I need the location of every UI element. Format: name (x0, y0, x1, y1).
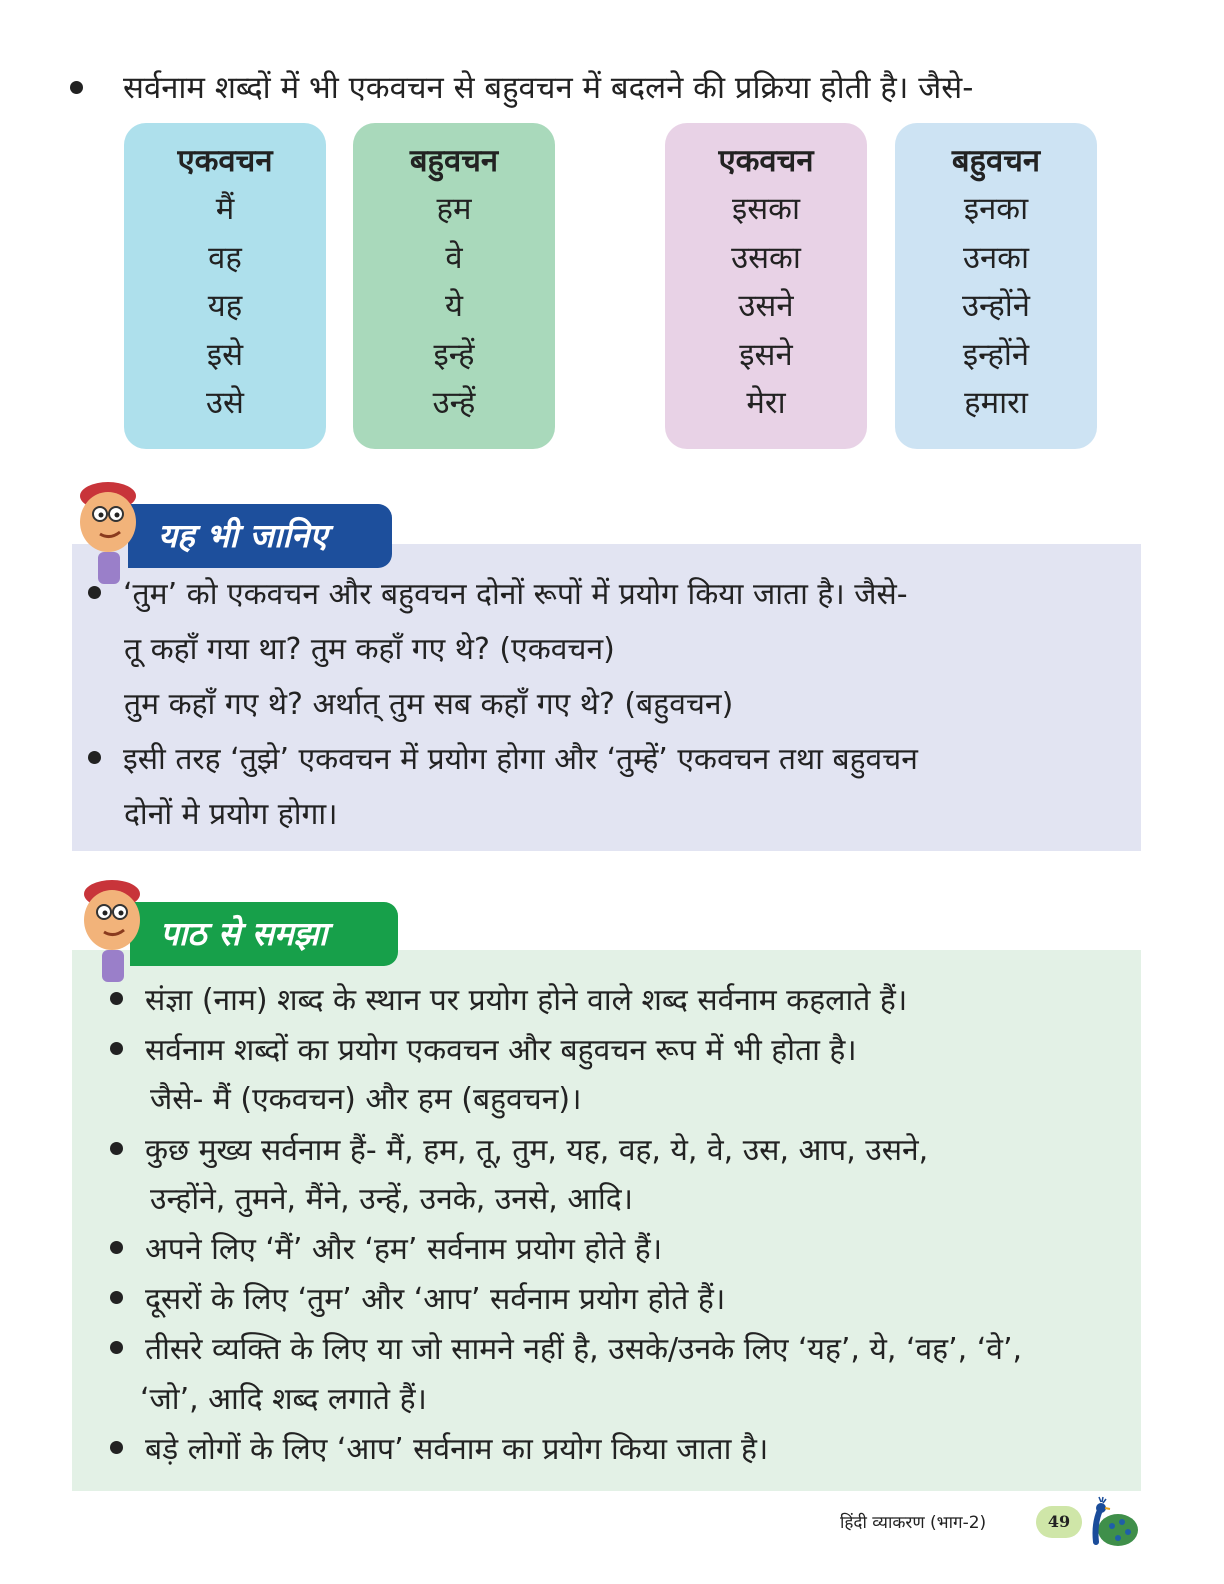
table-word: इन्होंने (962, 336, 1030, 373)
plural-table-1 (353, 123, 555, 449)
table-word: उन्होंने (962, 288, 1030, 325)
table-word: मैं (215, 191, 235, 227)
know-line-2: तू कहाँ गया था? तुम कहाँ गए थे? (एकवचन) (124, 632, 615, 667)
know-line-5: दोनों मे प्रयोग होगा। (124, 797, 338, 832)
table-word: उसे (206, 385, 244, 422)
learn-section-title: पाठ से समझा (130, 902, 398, 966)
learn-line-6: अपने लिए ‘मैं’ और ‘हम’ सर्वनाम प्रयोग होते हैं। (110, 1227, 662, 1268)
bullet (110, 1142, 123, 1155)
know-line-4: इसी तरह ‘तुझे’ एकवचन में प्रयोग होगा और ‘तुम्हें’ एकवचन तथा बहुवचन (88, 737, 918, 778)
learn-line-5: उन्होंने, तुमने, मैंने, उन्हें, उनके, उनसे, आदि। (150, 1182, 634, 1217)
know-line-1: ‘तुम’ को एकवचन और बहुवचन दोनों रूपों में प्रयोग किया जाता है। जैसे- (88, 572, 908, 613)
table-header: एकवचन (718, 143, 814, 179)
table-word: वह (208, 239, 242, 276)
table-word: इसने (739, 336, 793, 373)
table-word: इसका (731, 191, 800, 227)
table-header: बहुवचन (951, 143, 1041, 179)
table-word: वे (445, 239, 463, 276)
singular-table-2 (665, 123, 867, 449)
bullet (88, 751, 101, 764)
table-word: हमारा (964, 385, 1028, 422)
bullet (70, 81, 83, 94)
learn-line-10: बड़े लोगों के लिए ‘आप’ सर्वनाम का प्रयोग किया जाता है। (110, 1427, 768, 1468)
table-word: उनका (962, 239, 1030, 276)
intro-line (70, 66, 1170, 108)
table-word: हम (436, 191, 472, 227)
bullet (110, 1241, 123, 1254)
table-word: इन्हें (433, 336, 475, 373)
table-word: उन्हें (432, 385, 476, 422)
table-header: एकवचन (177, 143, 273, 179)
intro-text: सर्वनाम शब्दों में भी एकवचन से बहुवचन में बदलने की प्रक्रिया होती है। जैसे- (123, 70, 974, 106)
bullet (110, 1441, 123, 1454)
boy-mascot-icon (76, 872, 148, 982)
learn-line-7: दूसरों के लिए ‘तुम’ और ‘आप’ सर्वनाम प्रयोग होते हैं। (110, 1277, 725, 1318)
learn-line-3: जैसे- मैं (एकवचन) और हम (बहुवचन)। (150, 1082, 582, 1117)
bullet (110, 1291, 123, 1304)
table-word: उसने (738, 288, 794, 325)
table-word: ये (445, 288, 463, 325)
learn-line-1: संज्ञा (नाम) शब्द के स्थान पर प्रयोग होने वाले शब्द सर्वनाम कहलाते हैं। (110, 978, 907, 1019)
book-title: हिंदी व्याकरण (भाग-2) (840, 1513, 987, 1533)
table-word: इसे (206, 336, 244, 373)
peacock-icon (1080, 1496, 1140, 1550)
bullet (110, 1042, 123, 1055)
bullet (88, 586, 101, 599)
bullet (110, 1341, 123, 1354)
table-word: उसका (731, 239, 801, 276)
know-section-title: यह भी जानिए (128, 504, 392, 568)
table-word: यह (207, 288, 243, 325)
bullet (110, 992, 123, 1005)
table-header: बहुवचन (409, 143, 499, 179)
learn-line-8: तीसरे व्यक्ति के लिए या जो सामने नहीं है, उसके/उनके लिए ‘यह’, ये, ‘वह’, ‘वे’, (110, 1327, 1022, 1368)
know-line-3: तुम कहाँ गए थे? अर्थात् तुम सब कहाँ गए थे? (बहुवचन) (124, 687, 734, 722)
plural-table-2 (895, 123, 1097, 449)
learn-line-9: ‘जो’, आदि शब्द लगाते हैं। (140, 1382, 427, 1417)
page-number: 49 (1036, 1506, 1082, 1538)
table-word: इनका (963, 191, 1029, 227)
singular-table-1 (124, 123, 326, 449)
table-word: मेरा (746, 385, 786, 422)
learn-line-4: कुछ मुख्य सर्वनाम हैं- मैं, हम, तू, तुम, यह, वह, ये, वे, उस, आप, उसने, (110, 1128, 928, 1169)
boy-mascot-icon (72, 474, 144, 584)
learn-line-2: सर्वनाम शब्दों का प्रयोग एकवचन और बहुवचन रूप में भी होता है। (110, 1028, 857, 1069)
